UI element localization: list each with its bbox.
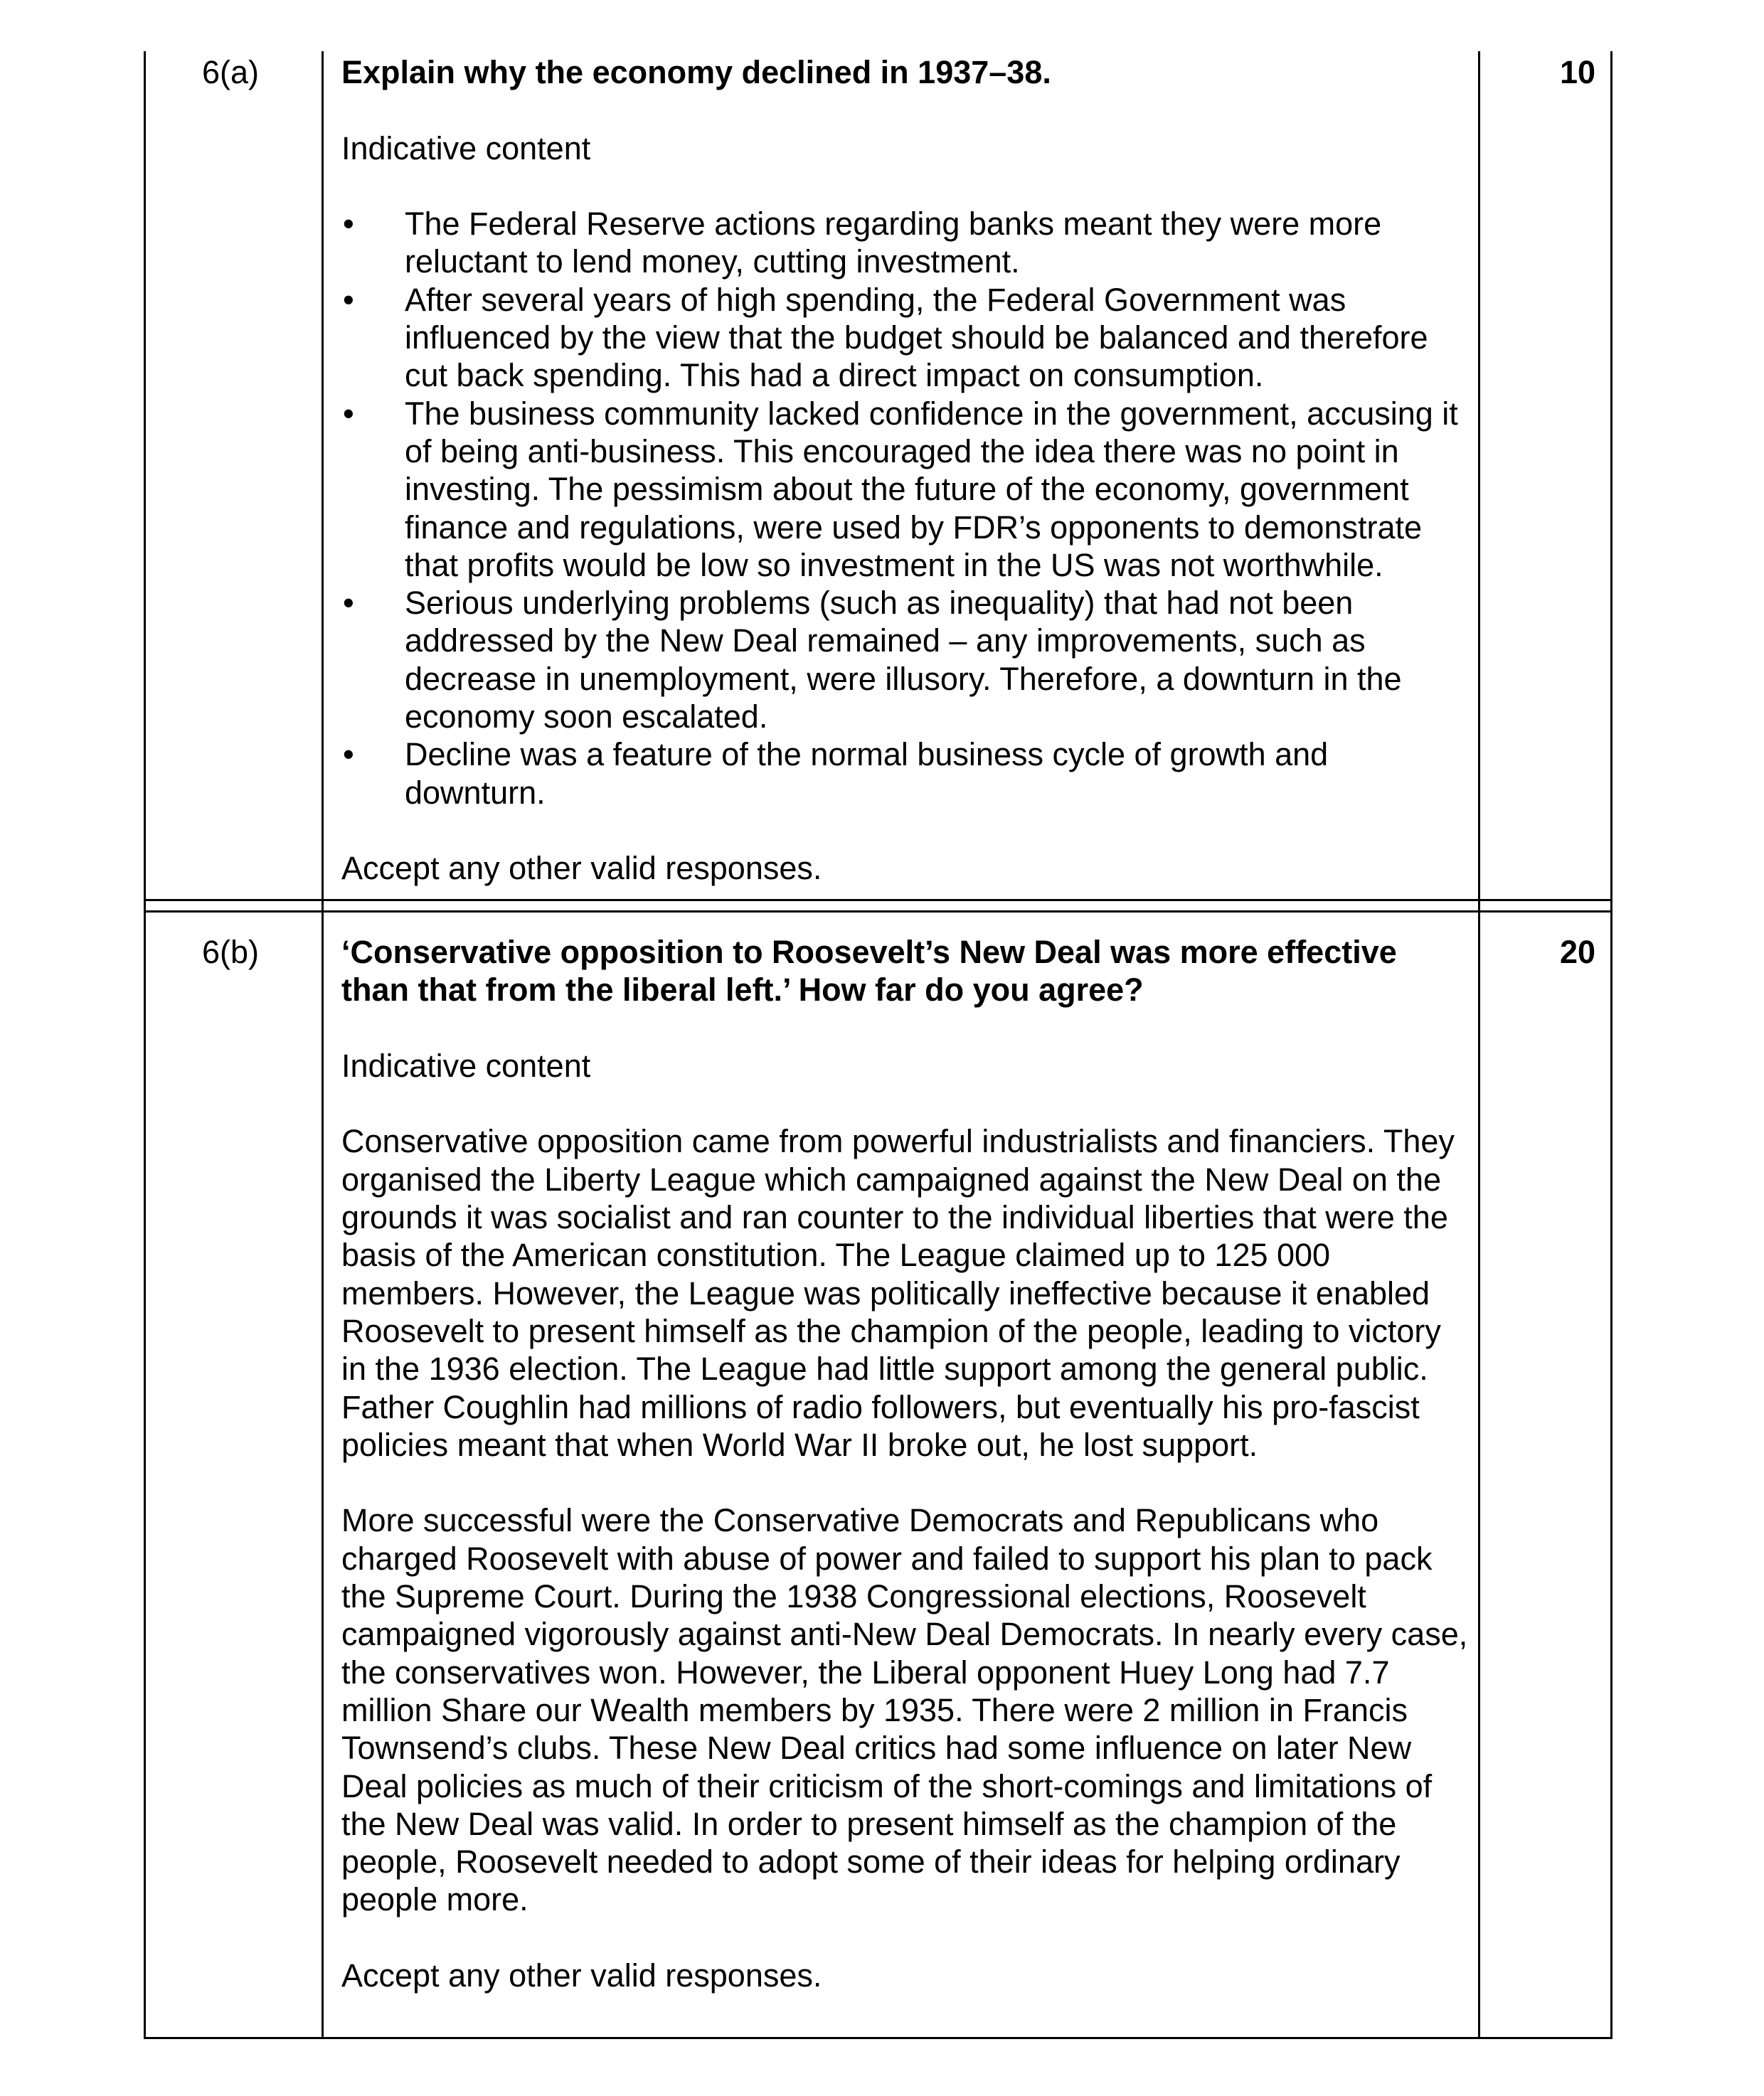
body-paragraph: More successful were the Conservative Democrats and Republicans who charged Roosevelt with abuse of power and failed to support his plan to pack the Supreme Court. During the 1938 Congressional elections, Roosevelt campaigned vigorously against anti-New Deal Democrats. In nearly every case, the conservatives won. However, the Liberal opponent Huey Long had 7.7 million Share our Wealth members by 1935. There were 2 million in Francis Townsend’s clubs. These New Deal critics had some influence on later New Deal policies as much of their criticism of the short-comings and limitations of the New Deal was valid. In order to present himself as the champion of the people, Roosevelt needed to adopt some of their ideas for helping ordinary people more. — [341, 1502, 1468, 1918]
closing-note: Accept any other valid responses. — [341, 1957, 822, 1994]
table-column-divider-1 — [322, 51, 324, 2039]
bullet-icon: • — [343, 736, 354, 773]
table-bottom-border — [144, 2037, 1612, 2039]
closing-note: Accept any other valid responses. — [341, 850, 822, 887]
list-item: • After several years of high spending, the Federal Government was influenced by the view that the budget should be balanced and therefore cut back spending. This had a direct impact on consumption. — [343, 281, 1428, 394]
row-separator-bottom — [144, 910, 1612, 913]
question-text: ‘Conservative opposition to Roosevelt’s New Deal was more effective than that from the liberal left.’ How far do you agree? — [341, 934, 1397, 1009]
bullet-icon: • — [343, 585, 354, 622]
question-number: 6(a) — [202, 54, 260, 90]
table-column-divider-2 — [1478, 51, 1480, 2039]
question-number: 6(b) — [202, 934, 260, 970]
list-item: • The business community lacked confidence in the government, accusing it of being anti-business. This encouraged the idea there was no point in investing. The pessimism about the future of the economy, government finance and regulations, were used by FDR’s opponents to demonstrate that profits would be low so investment in the US was not worthwhile. — [343, 395, 1458, 583]
section-heading: Indicative content — [341, 129, 591, 166]
question-body — [341, 53, 1469, 888]
bullet-icon: • — [343, 281, 354, 318]
table-left-border — [144, 51, 146, 2039]
question-text: Explain why the economy declined in 1937–38. — [341, 54, 1051, 90]
list-item: • Decline was a feature of the normal business cycle of growth and downturn. — [343, 736, 1329, 811]
indicative-content-list — [341, 205, 1469, 812]
body-paragraph: Conservative opposition came from powerful industrialists and financiers. They organised the Liberty League which campaigned against the New Deal on the grounds it was socialist and ran counter to the individual liberties that were the basis of the American constitution. The League claimed up to 125 000 members. However, the League was politically ineffective because it enabled Roosevelt to present himself as the champion of the people, leading to victory in the 1936 election. The League had little support among the general public. Father Coughlin had millions of radio followers, but eventually his pro-fascist policies meant that when World War II broke out, he lost support. — [341, 1123, 1455, 1463]
question-body — [341, 933, 1469, 1994]
table-right-border — [1610, 51, 1612, 2039]
question-marks: 20 — [1559, 934, 1595, 970]
list-item: • The Federal Reserve actions regarding banks meant they were more reluctant to lend money, cutting investment. — [343, 206, 1382, 280]
question-marks: 10 — [1559, 54, 1595, 90]
section-heading: Indicative content — [341, 1047, 591, 1084]
row-separator-top — [144, 899, 1612, 901]
bullet-icon: • — [343, 206, 354, 243]
bullet-icon: • — [343, 395, 354, 432]
list-item: • Serious underlying problems (such as inequality) that had not been addressed by the New Deal remained – any improvements, such as decrease in unemployment, were illusory. Therefore, a downturn in the economy soon escalated. — [343, 585, 1402, 735]
